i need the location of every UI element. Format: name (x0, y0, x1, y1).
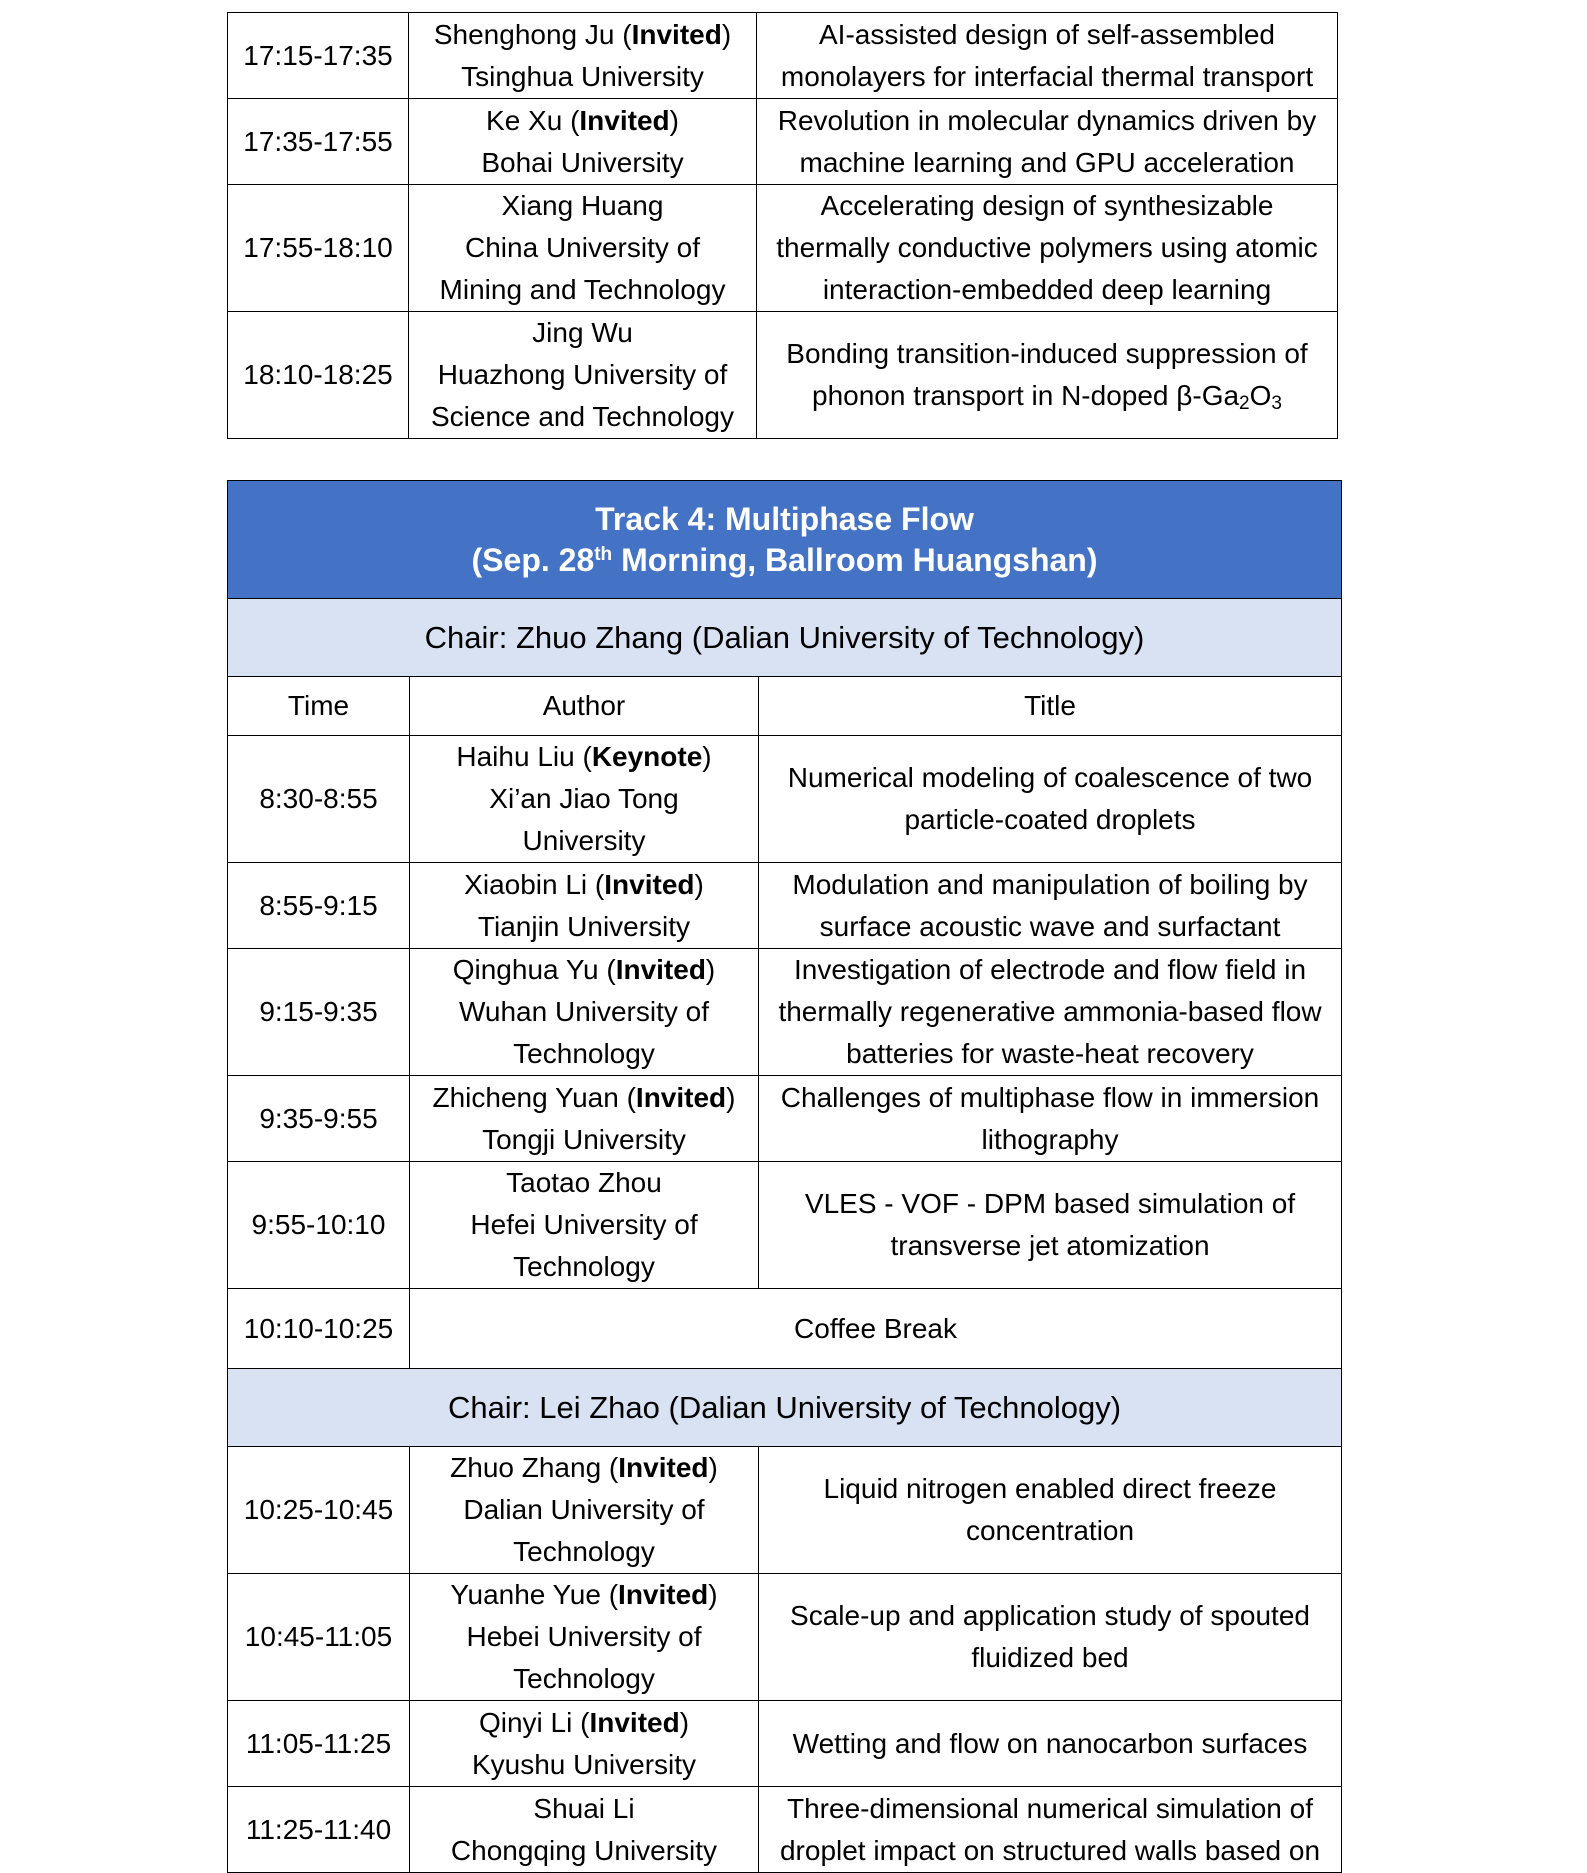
title-cell (759, 949, 1342, 1076)
column-header-author: Author (410, 677, 759, 736)
talk-title-line: fluidized bed (971, 1642, 1129, 1673)
author-role-badge: Invited (618, 1579, 709, 1610)
author-cell (409, 13, 757, 99)
author-affiliation: Tsinghua University (461, 60, 704, 92)
author-affiliation: Tongji University (482, 1123, 686, 1155)
track-date-venue: (Sep. 28th Morning, Ballroom Huangshan) (471, 541, 1098, 578)
title-cell (759, 1787, 1342, 1873)
schedule-row (228, 312, 1338, 439)
author-name: Shenghong Ju (433, 18, 615, 50)
track-4-table (227, 480, 1342, 1873)
author-cell (410, 1076, 759, 1162)
author-affiliation: Technology (513, 1536, 655, 1567)
talk-title-line: thermally regenerative ammonia-based flow (778, 996, 1322, 1027)
time-cell: 10:25-10:45 (228, 1447, 410, 1574)
formula-subscript: 3 (1271, 393, 1282, 414)
time-cell: 9:15-9:35 (228, 949, 410, 1076)
author-cell (410, 1574, 759, 1701)
time-cell: 8:30-8:55 (228, 736, 410, 863)
author-role-badge: Invited (579, 104, 670, 136)
author-cell (410, 736, 759, 863)
column-header-row (228, 677, 1342, 736)
chair-label: Chair: Lei Zhao (Dalian University of Technology) (228, 1369, 1342, 1447)
time-cell: 18:10-18:25 (228, 312, 409, 439)
author-name: Taotao Zhou (506, 1167, 662, 1198)
talk-title-line: Numerical modeling of coalescence of two (787, 762, 1313, 793)
author-affiliation: Wuhan University of (458, 996, 710, 1027)
time-cell: 10:45-11:05 (228, 1574, 410, 1701)
author-name: Xiaobin Li (464, 868, 588, 900)
author-name: Qinyi Li (478, 1706, 573, 1738)
title-cell (757, 185, 1338, 312)
author-affiliation: Technology (513, 1663, 655, 1694)
author-name-line: Haihu Liu (Keynote) (456, 741, 712, 772)
author-name: Jing Wu (532, 317, 633, 348)
chair-row (228, 1369, 1342, 1447)
track-header-row (228, 481, 1342, 599)
talk-title-line: thermally conductive polymers using atomic (776, 232, 1318, 263)
talk-title-line: droplet impact on structured walls based on (779, 1834, 1321, 1866)
author-role-badge: Invited (635, 1081, 727, 1113)
title-cell (759, 1701, 1342, 1787)
talk-title-line: concentration (965, 1515, 1135, 1546)
talk-title-line: Revolution in molecular dynamics driven by (777, 104, 1317, 136)
title-cell (759, 1574, 1342, 1701)
talk-title-line: Bonding transition-induced suppression of (786, 338, 1308, 369)
talk-title-line: AI-assisted design of self-assembled (819, 18, 1275, 50)
author-cell (409, 312, 757, 439)
schedule-row (228, 1162, 1342, 1289)
author-cell (409, 185, 757, 312)
title-cell (759, 1447, 1342, 1574)
column-header-time: Time (228, 677, 410, 736)
author-name-line: Zhuo Zhang (Invited) (450, 1452, 718, 1483)
talk-title-line: batteries for waste-heat recovery (846, 1038, 1254, 1069)
previous-track-table (227, 12, 1338, 439)
author-name: Qinghua Yu (452, 954, 599, 985)
talk-title-line: particle-coated droplets (904, 804, 1196, 835)
author-name-line: Xiaobin Li (Invited) (464, 868, 704, 900)
author-cell (410, 1447, 759, 1574)
author-name-line: Qinyi Li (Invited) (478, 1706, 690, 1738)
author-name-line: Ke Xu (Invited) (486, 104, 679, 136)
formula-element: O (1249, 380, 1272, 411)
talk-title-line: Accelerating design of synthesizable (820, 190, 1274, 221)
author-cell (410, 949, 759, 1076)
author-affiliation: Chongqing University (450, 1834, 718, 1866)
talk-title-line: Liquid nitrogen enabled direct freeze (823, 1473, 1277, 1504)
chair-label: Chair: Zhuo Zhang (Dalian University of Technology) (228, 599, 1342, 677)
time-cell: 9:35-9:55 (228, 1076, 410, 1162)
title-cell (759, 736, 1342, 863)
talk-title-line: machine learning and GPU acceleration (799, 146, 1295, 178)
talk-title-line: VLES - VOF - DPM based simulation of (804, 1188, 1296, 1219)
author-affiliation: Bohai University (481, 146, 684, 178)
schedule-row (228, 13, 1338, 99)
time-cell: 11:25-11:40 (228, 1787, 410, 1873)
author-name: Haihu Liu (456, 741, 575, 772)
schedule-row (228, 1076, 1342, 1162)
schedule-row (228, 736, 1342, 863)
talk-title-line: Modulation and manipulation of boiling by (792, 868, 1308, 900)
time-cell: 11:05-11:25 (228, 1701, 410, 1787)
author-name: Zhicheng Yuan (432, 1081, 619, 1113)
author-name-line: Qinghua Yu (Invited) (452, 954, 716, 985)
schedule-row (228, 1701, 1342, 1787)
author-affiliation: Technology (513, 1038, 655, 1069)
break-time: 10:10-10:25 (228, 1289, 410, 1369)
author-affiliation: Mining and Technology (439, 274, 726, 305)
title-cell (757, 99, 1338, 185)
column-header-title: Title (759, 677, 1342, 736)
break-label: Coffee Break (410, 1289, 1342, 1369)
author-affiliation: Technology (513, 1251, 655, 1282)
author-role-badge: Invited (615, 954, 706, 985)
author-name-line (415, 185, 750, 227)
schedule-row (228, 863, 1342, 949)
schedule-row (228, 1787, 1342, 1873)
chair-row (228, 599, 1342, 677)
talk-title-line: lithography (981, 1123, 1119, 1155)
author-role-badge: Invited (631, 18, 722, 50)
talk-title-line: Challenges of multiphase flow in immersion (780, 1081, 1320, 1113)
author-affiliation: University (522, 825, 646, 856)
author-role-badge: Keynote (591, 741, 703, 772)
talk-title-line: phonon transport in N-doped $\beta-Ga_2O_3$ (812, 380, 1282, 414)
track-title: Track 4: Multiphase Flow (595, 500, 974, 537)
talk-title-line: Scale-up and application study of spouted (790, 1600, 1310, 1631)
talk-title-line: interaction-embedded deep learning (822, 274, 1272, 305)
time-cell: 8:55-9:15 (228, 863, 410, 949)
author-cell (410, 1701, 759, 1787)
author-affiliation: Hefei University of (470, 1209, 698, 1240)
author-affiliation: Xi’an Jiao Tong (489, 783, 679, 814)
title-cell (759, 1162, 1342, 1289)
author-name: Zhuo Zhang (450, 1452, 602, 1483)
author-name: Ke Xu (486, 104, 563, 136)
author-name-line: Yuanhe Yue (Invited) (450, 1579, 718, 1610)
track-heading (228, 481, 1342, 599)
talk-title-line: Three-dimensional numerical simulation of (787, 1792, 1314, 1824)
author-name: Yuanhe Yue (450, 1579, 601, 1610)
time-cell: 17:35-17:55 (228, 99, 409, 185)
time-cell: 17:55-18:10 (228, 185, 409, 312)
schedule-row (228, 949, 1342, 1076)
author-role-badge: Invited (589, 1706, 680, 1738)
author-name: Shuai Li (533, 1792, 635, 1824)
author-affiliation: Huazhong University of (437, 359, 728, 390)
schedule-row (228, 1574, 1342, 1701)
title-cell (759, 1076, 1342, 1162)
author-affiliation: Dalian University of (463, 1494, 705, 1525)
author-name: Xiang Huang (501, 190, 664, 221)
author-name-line: Shenghong Ju (Invited) (433, 18, 732, 50)
author-name-line (415, 312, 750, 354)
formula-subscript: 2 (1239, 393, 1250, 414)
schedule-row (228, 99, 1338, 185)
title-cell (759, 863, 1342, 949)
talk-title-line: monolayers for interfacial thermal transport (780, 60, 1314, 92)
time-cell: 17:15-17:35 (228, 13, 409, 99)
author-affiliation: Kyushu University (471, 1748, 697, 1780)
talk-title-line: Wetting and flow on nanocarbon surfaces (792, 1727, 1308, 1759)
talk-title-line: surface acoustic wave and surfactant (819, 910, 1281, 942)
author-affiliation: China University of (465, 232, 700, 263)
talk-title-line: transverse jet atomization (890, 1230, 1210, 1261)
break-row (228, 1289, 1342, 1369)
author-affiliation: Hebei University of (466, 1621, 702, 1652)
author-role-badge: Invited (604, 868, 695, 900)
time-cell: 9:55-10:10 (228, 1162, 410, 1289)
author-affiliation: Tianjin University (477, 910, 691, 942)
schedule-row (228, 185, 1338, 312)
title-cell (757, 312, 1338, 439)
author-name-line (416, 1162, 752, 1204)
author-cell (410, 863, 759, 949)
author-name-line (416, 1788, 752, 1830)
author-cell (410, 1162, 759, 1289)
title-cell (757, 13, 1338, 99)
schedule-row (228, 1447, 1342, 1574)
author-name-line: Zhicheng Yuan (Invited) (432, 1081, 736, 1113)
talk-title-line: Investigation of electrode and flow field in (793, 954, 1307, 985)
author-cell (410, 1787, 759, 1873)
author-cell (409, 99, 757, 185)
author-affiliation: Science and Technology (430, 401, 735, 432)
author-role-badge: Invited (618, 1452, 709, 1483)
